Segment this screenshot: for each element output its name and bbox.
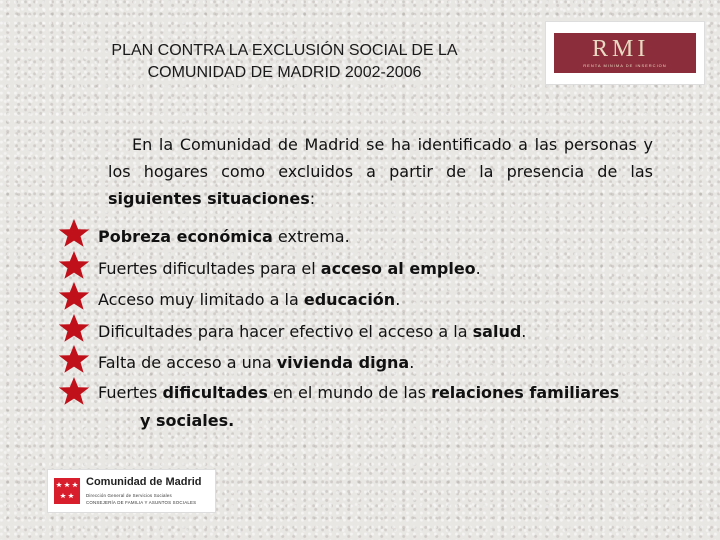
item-bold: salud [472, 321, 522, 341]
item-bold: dificultades [162, 382, 268, 402]
item-text-end: . [409, 353, 415, 372]
cm-logo-line-2: CONSEJERÍA DE FAMILIA Y ASUNTOS SOCIALES [86, 500, 197, 505]
rmi-logo-mark: RMI [592, 36, 650, 62]
list-item [58, 379, 668, 435]
red-star-icon [58, 250, 90, 282]
list-item [58, 316, 668, 348]
cm-logo-line-1: Dirección General de Servicios Sociales [86, 493, 172, 498]
item-text: extrema. [272, 227, 350, 246]
item-bold-2: relaciones familiares [431, 382, 620, 402]
cm-logo-name: Comunidad de Madrid [86, 476, 202, 488]
intro-end: : [309, 189, 316, 208]
rmi-logo-subtitle: RENTA MINIMA DE INSERCION [583, 63, 667, 68]
red-star-icon [58, 376, 90, 408]
item-bold: acceso al empleo [320, 258, 476, 278]
item-bold: educación [303, 290, 396, 309]
red-star-icon [58, 313, 90, 345]
intro-paragraph [108, 131, 653, 212]
item-bold-continuation: y sociales. [140, 410, 235, 430]
slide-title [62, 40, 507, 84]
exclusion-situations-list [58, 221, 668, 435]
list-item [58, 347, 668, 379]
item-bold: vivienda digna [276, 353, 410, 372]
item-text-mid: en el mundo de las [267, 382, 432, 402]
item-text: Acceso muy limitado a la [98, 290, 304, 309]
title-line-1: PLAN CONTRA LA EXCLUSIÓN SOCIAL DE LA [111, 42, 458, 59]
red-star-icon [58, 344, 90, 376]
item-text-end: . [395, 290, 401, 309]
rmi-logo [546, 22, 704, 84]
item-bold: Pobreza económica [98, 227, 273, 246]
item-text: Dificultades para hacer efectivo el acceso a la [98, 321, 473, 341]
item-text-end: . [521, 321, 527, 341]
comunidad-de-madrid-logo [48, 470, 215, 512]
intro-text: En la Comunidad de Madrid se ha identificado a las personas y los hogares como excluidos a partir de la presencia de las [108, 135, 653, 181]
red-star-icon [58, 281, 90, 313]
title-line-2: COMUNIDAD DE MADRID 2002-2006 [147, 64, 422, 81]
madrid-flag-icon [54, 478, 80, 504]
item-text: Fuertes [98, 382, 163, 402]
red-star-icon [58, 218, 90, 250]
list-item [58, 284, 668, 316]
intro-bold: siguientes situaciones [108, 189, 310, 208]
list-item [58, 221, 668, 253]
rmi-logo-banner [554, 33, 696, 73]
item-text: Fuertes dificultades para el [98, 258, 321, 278]
item-text-end: . [475, 258, 481, 278]
list-item [58, 253, 668, 285]
item-text: Falta de acceso a una [98, 353, 277, 372]
